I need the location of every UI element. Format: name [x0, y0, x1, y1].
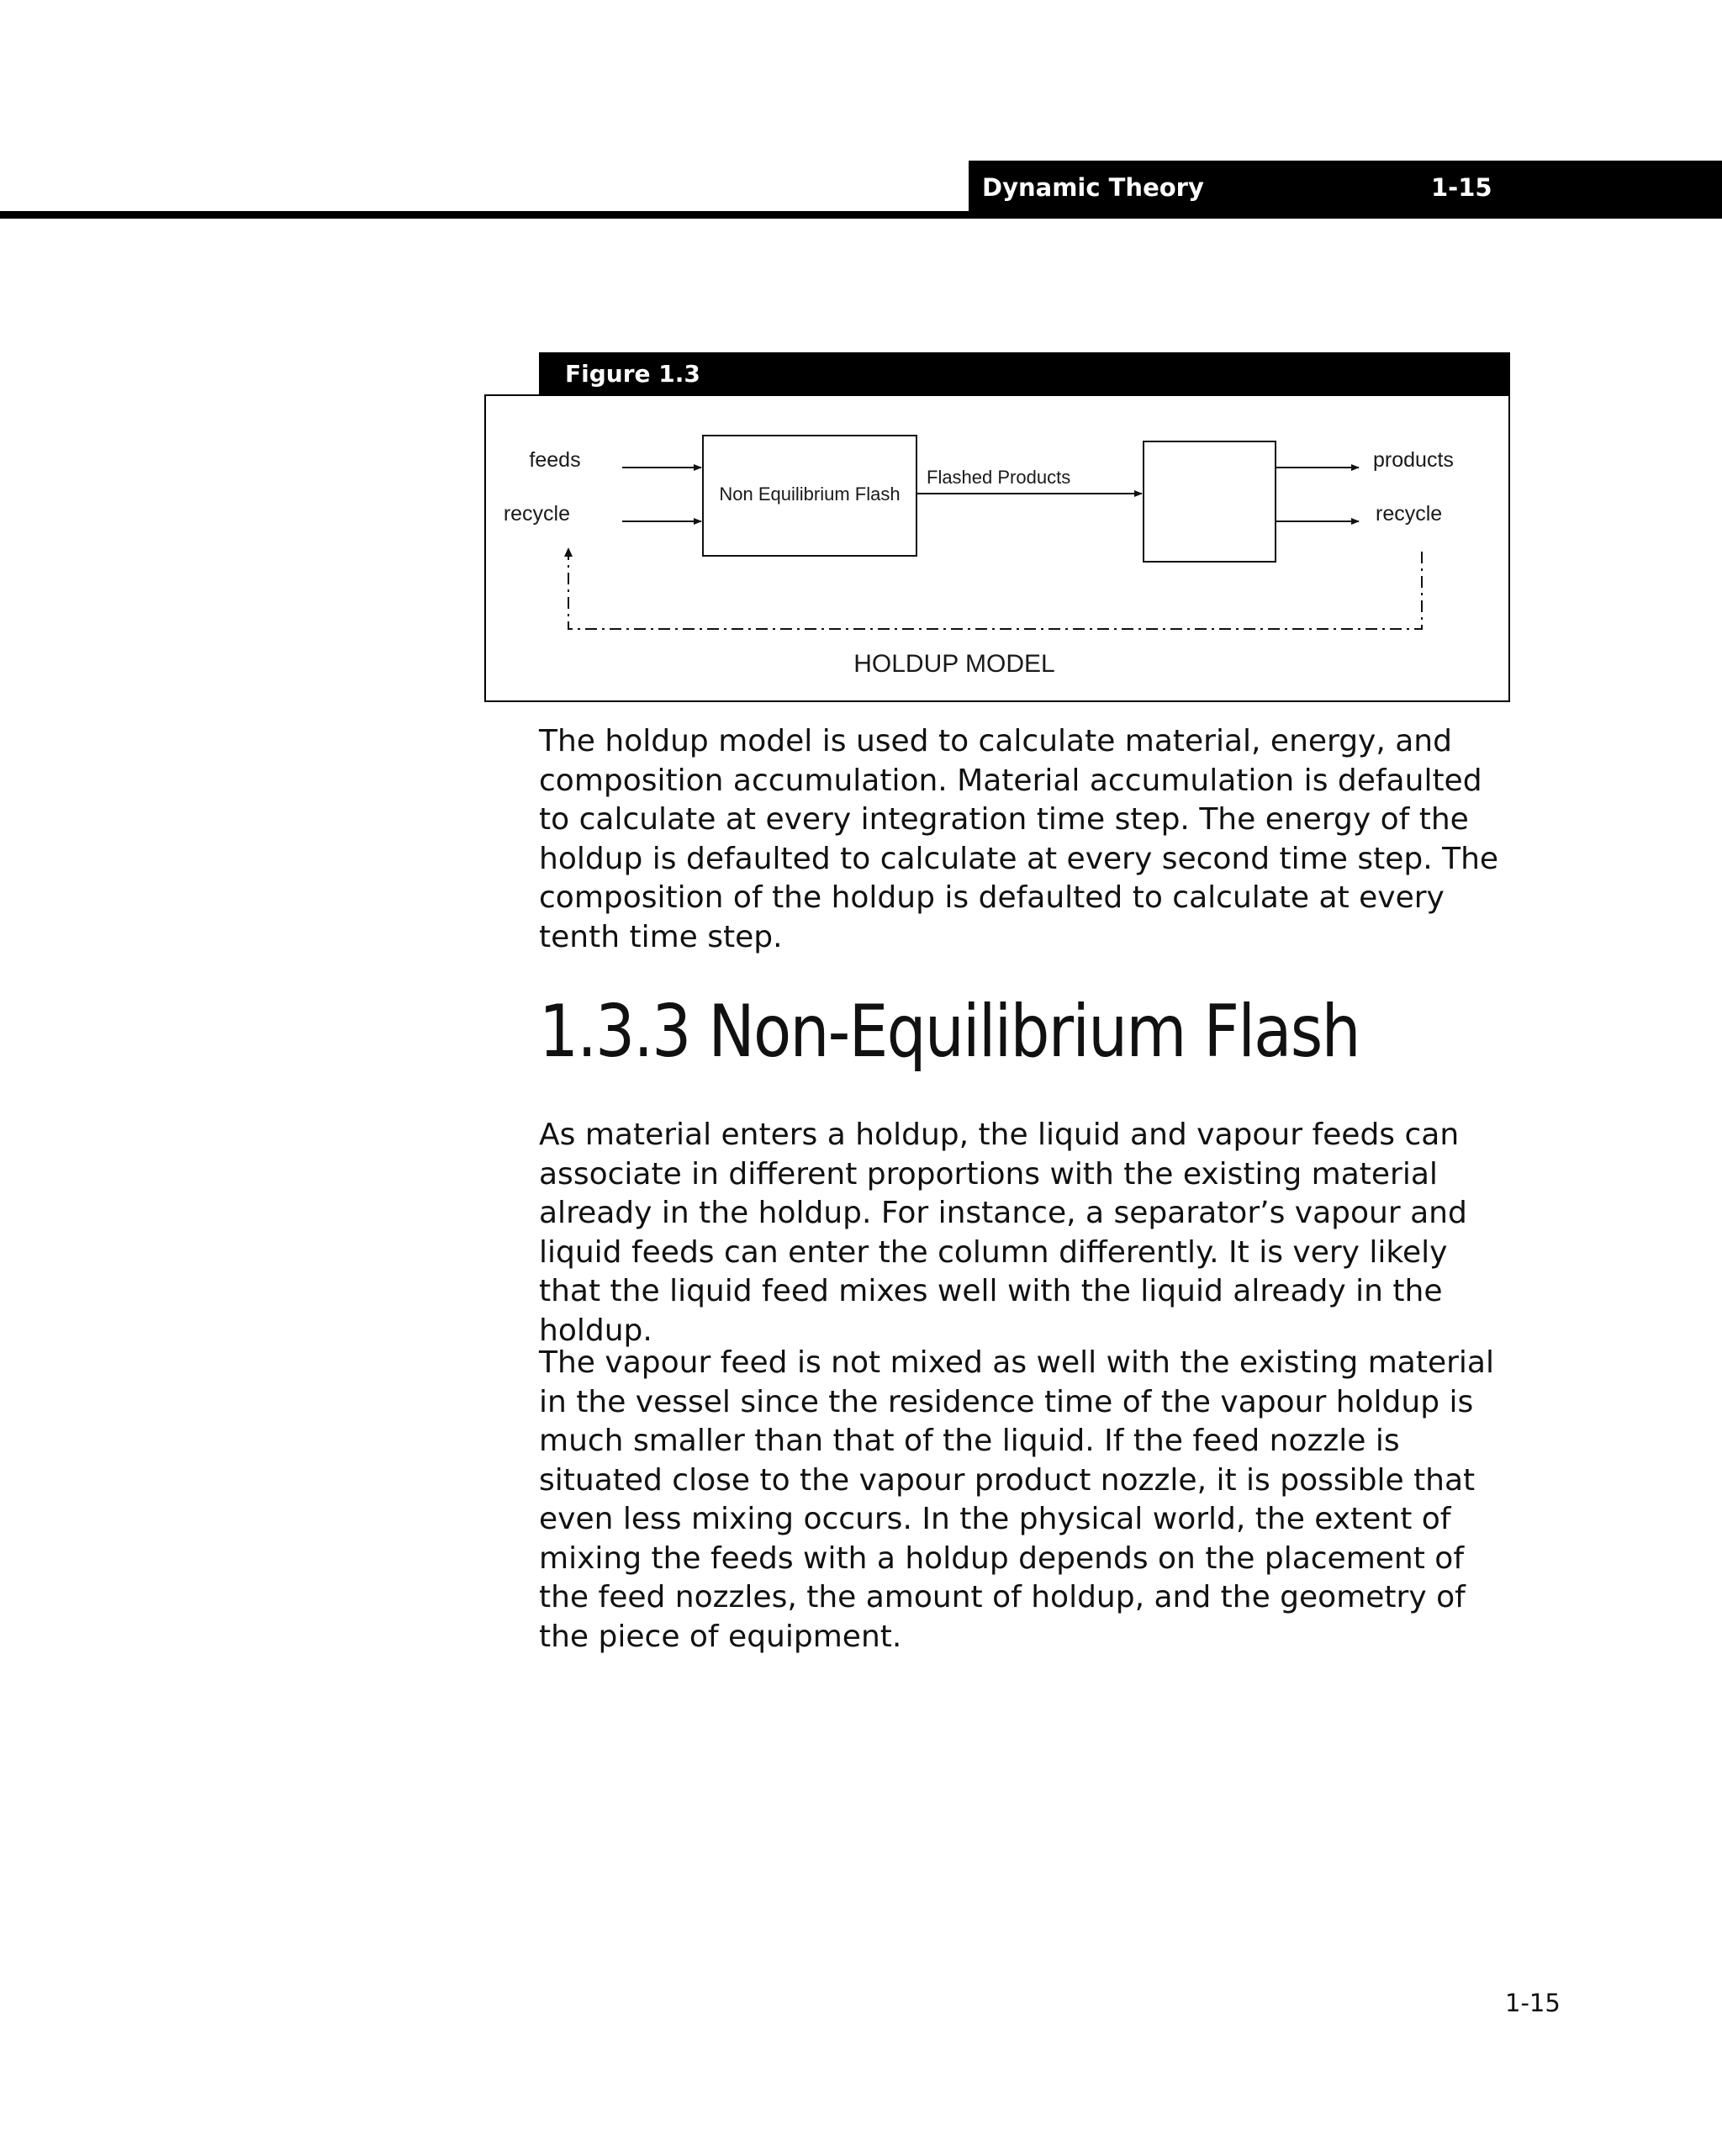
- paragraph-material-enters: As material enters a holdup, the liquid and vapour feeds can associate in different proportions with the existing material already in the holdup. For instance, a separator’s vapour and liquid feeds can enter the column differently. It is very likely that the liquid feed mixes well with the liquid already in the holdup.: [539, 1118, 1467, 1348]
- feeds-label: feeds: [529, 448, 581, 472]
- section-heading: 1.3.3 Non-Equilibrium Flash: [539, 990, 1360, 1074]
- header-title: Dynamic Theory: [982, 173, 1204, 202]
- header-page-number: 1-15: [1431, 173, 1492, 202]
- separator-box: [1144, 441, 1276, 562]
- figure-caption: Figure 1.3: [565, 360, 700, 388]
- holdup-model-diagram: [484, 394, 1510, 702]
- holdup-model-label: HOLDUP MODEL: [853, 650, 1055, 678]
- paragraph-holdup-model: The holdup model is used to calculate material, energy, and composition accumulation. Material accumulation is defaulted to calculate at every integration time step. The energy of the holdup is defaulted to calculate at every second time step. The composition of the holdup is defaulted to calculate at every tenth time step.: [539, 724, 1499, 954]
- flash-box-label: Non Equilibrium Flash: [719, 484, 901, 505]
- recycle-loop-arrowhead: [564, 547, 573, 557]
- recycle-out-label: recycle: [1376, 502, 1443, 526]
- recycle-in-label: recycle: [503, 502, 570, 526]
- paragraph-vapour-feed: The vapour feed is not mixed as well with the existing material in the vessel since the residence time of the vapour holdup is much smaller than that of the liquid. If the feed nozzle is situated close to the vapour product nozzle, it is possible that even less mixing occurs. In the physical world, the extent of mixing the feeds with a holdup depends on the placement of the feed nozzles, the amount of holdup, and the geometry of the piece of equipment.: [539, 1345, 1494, 1654]
- recycle-loop-line: [568, 549, 1422, 629]
- products-label: products: [1373, 448, 1454, 472]
- flashed-products-label: Flashed Products: [927, 467, 1071, 488]
- footer-page-number: 1-15: [1505, 1989, 1561, 2017]
